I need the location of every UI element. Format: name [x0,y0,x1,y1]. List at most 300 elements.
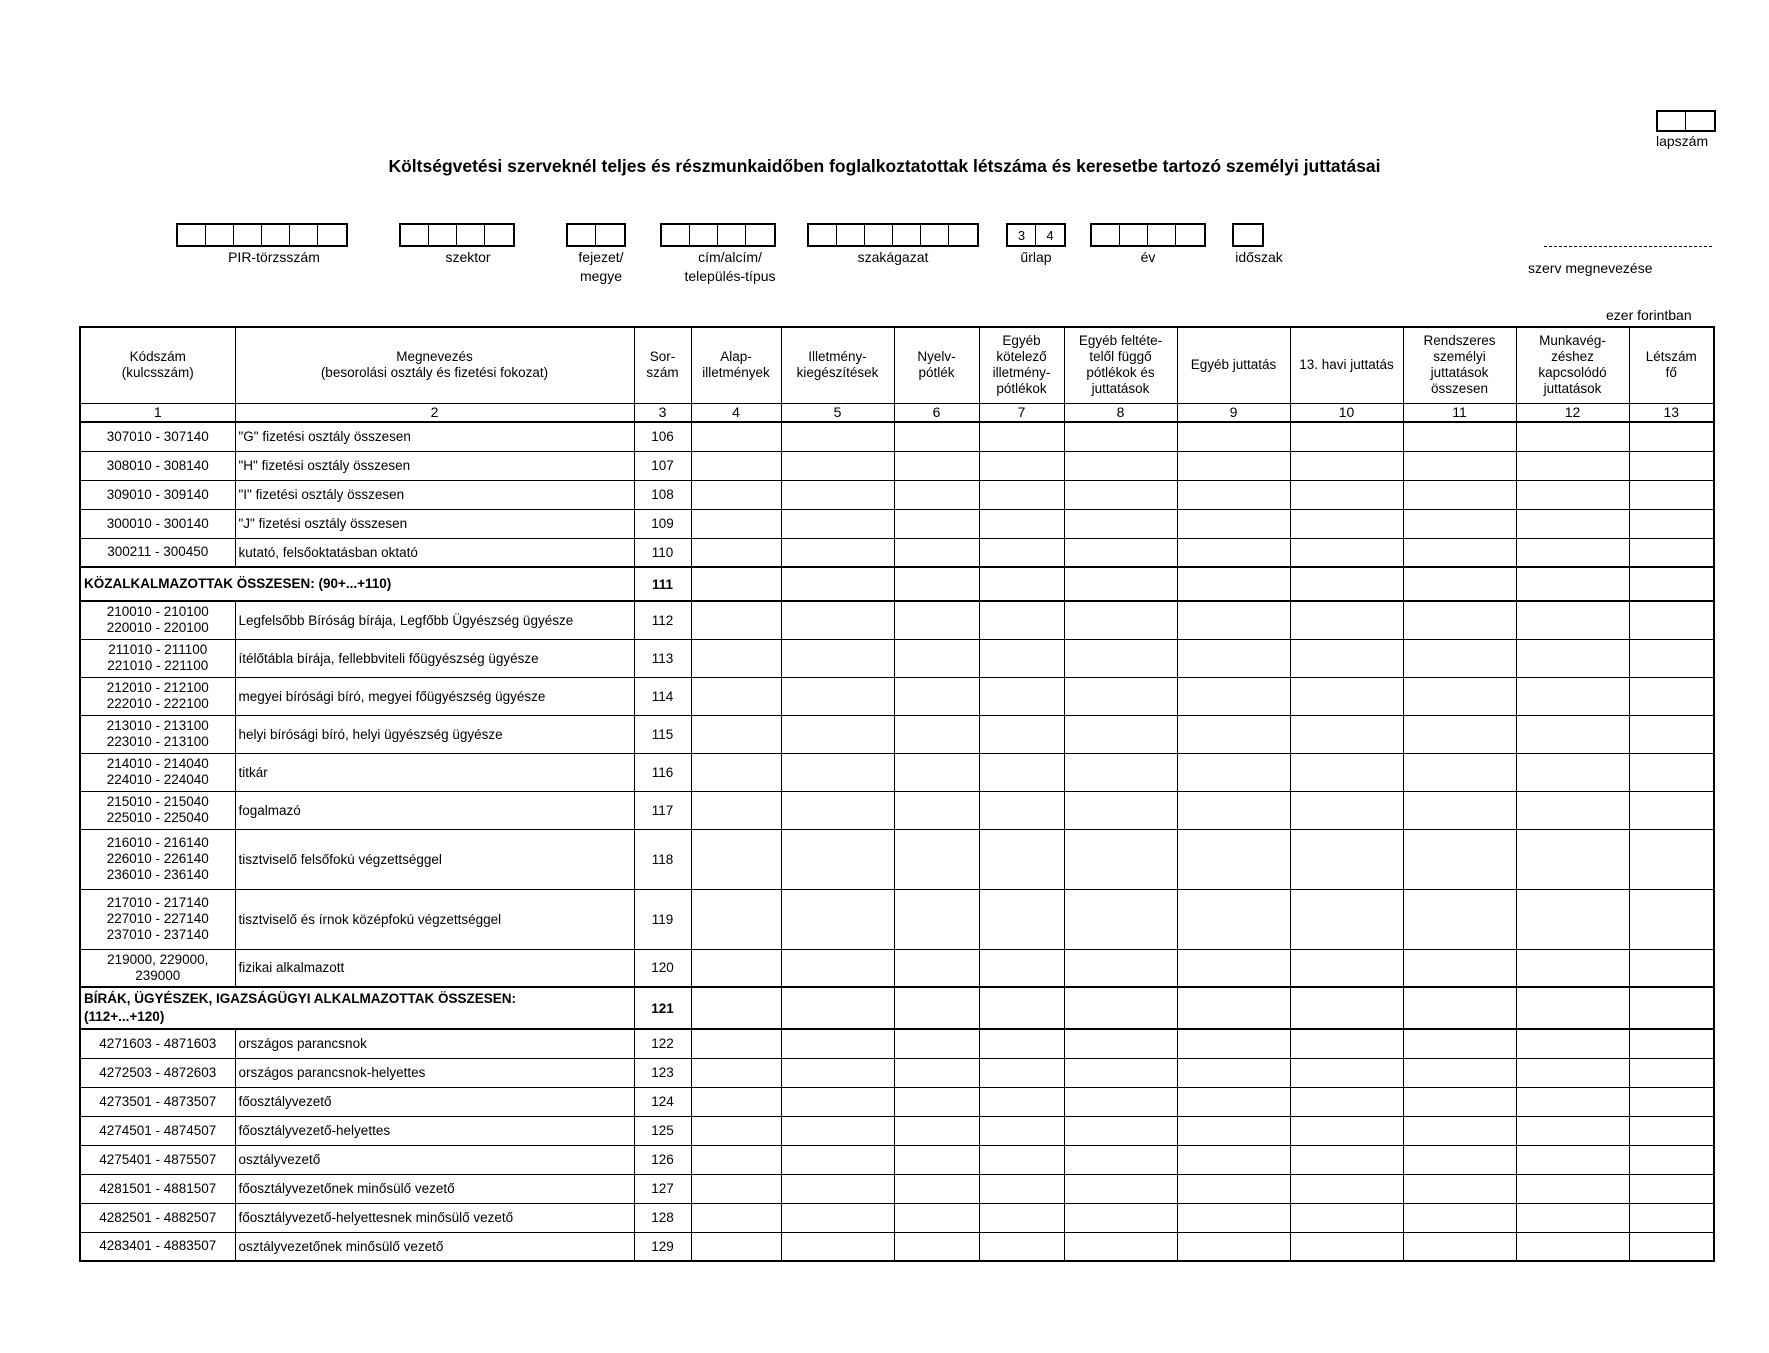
value-cell[interactable] [781,567,894,601]
value-cell[interactable] [894,1029,979,1058]
table-row [80,480,1714,509]
value-cell[interactable] [979,538,1064,567]
value-cell[interactable] [1403,1145,1516,1174]
row-name: KÖZALKALMAZOTTAK ÖSSZESEN: (90+...+110) [80,567,634,601]
value-cell[interactable] [979,791,1064,829]
value-cell[interactable] [1516,639,1629,677]
value-cell[interactable] [1629,567,1714,601]
table-row [80,829,1714,889]
value-cell[interactable] [979,987,1064,1029]
value-cell[interactable] [1290,567,1403,601]
value-cell[interactable] [1177,987,1290,1029]
value-cell[interactable] [691,949,781,987]
row-code: 309010 - 309140 [80,480,235,509]
value-cell[interactable] [979,567,1064,601]
value-cell[interactable] [1064,567,1177,601]
value-cell[interactable] [1064,987,1177,1029]
value-cell[interactable] [1290,1058,1403,1087]
ev-boxes[interactable] [1090,223,1206,247]
value-cell[interactable] [979,1116,1064,1145]
value-cell[interactable] [1403,1087,1516,1116]
value-cell[interactable] [1290,949,1403,987]
value-cell[interactable] [1177,829,1290,889]
value-cell[interactable] [1064,791,1177,829]
value-cell[interactable] [894,538,979,567]
value-cell[interactable] [894,987,979,1029]
value-cell[interactable] [781,1116,894,1145]
value-cell[interactable] [1064,538,1177,567]
value-cell[interactable] [1516,601,1629,639]
row-number: 125 [634,1116,691,1145]
column-header: Kódszám (kulcsszám) [80,327,235,403]
value-cell[interactable] [979,451,1064,480]
value-cell[interactable] [1629,1087,1714,1116]
value-cell[interactable] [1403,567,1516,601]
value-cell[interactable] [1629,1232,1714,1261]
value-cell[interactable] [979,1087,1064,1116]
value-cell[interactable] [691,451,781,480]
value-cell[interactable] [781,1203,894,1232]
value-cell[interactable] [1290,422,1403,451]
value-cell[interactable] [1177,538,1290,567]
value-cell[interactable] [1629,639,1714,677]
value-cell[interactable] [1403,1174,1516,1203]
value-cell[interactable] [1516,567,1629,601]
value-cell[interactable] [979,480,1064,509]
value-cell[interactable] [1629,422,1714,451]
row-name: ítélőtábla bírája, fellebbviteli főügyészség ügyésze [235,639,634,677]
value-cell[interactable] [1516,1058,1629,1087]
value-cell[interactable] [1290,753,1403,791]
lapszam-box[interactable] [1658,112,1686,130]
value-cell[interactable] [894,480,979,509]
value-cell[interactable] [979,1203,1064,1232]
value-cell[interactable] [1064,451,1177,480]
value-cell[interactable] [691,422,781,451]
value-cell[interactable] [781,509,894,538]
value-cell[interactable] [1064,639,1177,677]
value-cell[interactable] [1516,509,1629,538]
value-cell[interactable] [1629,677,1714,715]
value-cell[interactable] [1629,949,1714,987]
value-cell[interactable] [1516,1029,1629,1058]
pir-boxes[interactable] [176,223,348,247]
value-cell[interactable] [1177,1203,1290,1232]
value-cell[interactable] [1629,889,1714,949]
value-cell[interactable] [1516,829,1629,889]
value-cell[interactable] [1177,1232,1290,1261]
value-cell[interactable] [1064,1203,1177,1232]
column-number: 6 [894,403,979,422]
value-cell[interactable] [1629,480,1714,509]
value-cell[interactable] [894,567,979,601]
value-cell[interactable] [1403,829,1516,889]
value-cell[interactable] [1064,1145,1177,1174]
value-cell[interactable] [979,829,1064,889]
value-cell[interactable] [894,422,979,451]
value-cell[interactable] [1290,639,1403,677]
value-cell[interactable] [1064,1029,1177,1058]
value-cell[interactable] [1516,753,1629,791]
value-cell[interactable] [781,422,894,451]
idoszak-boxes[interactable] [1232,223,1264,247]
value-cell[interactable] [1290,1029,1403,1058]
value-cell[interactable] [1403,1232,1516,1261]
value-cell[interactable] [691,601,781,639]
value-cell[interactable] [1516,538,1629,567]
value-cell[interactable] [894,1145,979,1174]
row-name: kutató, felsőoktatásban oktató [235,538,634,567]
value-cell[interactable] [1403,949,1516,987]
value-cell[interactable] [781,1145,894,1174]
row-name: titkár [235,753,634,791]
value-cell[interactable] [781,889,894,949]
value-cell[interactable] [1403,538,1516,567]
value-cell[interactable] [1403,451,1516,480]
value-cell[interactable] [1064,889,1177,949]
value-cell[interactable] [781,538,894,567]
value-cell[interactable] [1064,422,1177,451]
value-cell[interactable] [894,639,979,677]
column-number: 7 [979,403,1064,422]
value-cell[interactable] [1177,1174,1290,1203]
value-cell[interactable] [1516,1145,1629,1174]
value-cell[interactable] [1177,601,1290,639]
value-cell[interactable] [1403,791,1516,829]
value-cell[interactable] [979,715,1064,753]
value-cell[interactable] [1290,509,1403,538]
value-cell[interactable] [691,480,781,509]
value-cell[interactable] [691,1058,781,1087]
value-cell[interactable] [1403,1203,1516,1232]
value-cell[interactable] [979,1145,1064,1174]
value-cell[interactable] [1629,1029,1714,1058]
value-cell[interactable] [781,829,894,889]
value-cell[interactable] [1290,538,1403,567]
row-code: 300211 - 300450 [80,538,235,567]
value-cell[interactable] [781,1232,894,1261]
value-cell[interactable] [1064,677,1177,715]
value-cell[interactable] [979,601,1064,639]
value-cell[interactable] [1064,1232,1177,1261]
value-cell[interactable] [781,987,894,1029]
value-cell[interactable] [1290,715,1403,753]
value-cell[interactable] [1177,677,1290,715]
value-cell[interactable] [1177,480,1290,509]
data-table [79,326,1715,1262]
value-cell[interactable] [1516,677,1629,715]
column-header: Megnevezés (besorolási osztály és fizetési fokozat) [235,327,634,403]
value-cell[interactable] [1177,1116,1290,1145]
column-header: Létszám fő [1629,327,1714,403]
value-cell[interactable] [781,1029,894,1058]
value-cell[interactable] [1177,451,1290,480]
value-cell[interactable] [1629,1058,1714,1087]
value-cell[interactable] [1403,639,1516,677]
row-code: 4283401 - 4883507 [80,1232,235,1261]
value-cell[interactable] [1516,1203,1629,1232]
table-row [80,715,1714,753]
value-cell[interactable] [781,1087,894,1116]
value-cell[interactable] [1403,422,1516,451]
value-cell[interactable] [979,1029,1064,1058]
fejezet-boxes[interactable] [566,223,626,247]
value-cell[interactable] [894,677,979,715]
row-number: 119 [634,889,691,949]
value-cell[interactable] [781,753,894,791]
value-cell[interactable] [979,1058,1064,1087]
value-cell[interactable] [691,715,781,753]
value-cell[interactable] [1290,677,1403,715]
value-cell[interactable] [1629,538,1714,567]
value-cell[interactable] [1177,1058,1290,1087]
value-cell[interactable] [1403,509,1516,538]
value-cell[interactable] [1177,639,1290,677]
value-cell[interactable] [691,987,781,1029]
table-row [80,509,1714,538]
value-cell[interactable] [1629,791,1714,829]
value-cell[interactable] [1064,949,1177,987]
table-row [80,1203,1714,1232]
value-cell[interactable] [894,1058,979,1087]
value-cell[interactable] [894,1087,979,1116]
value-cell[interactable] [979,949,1064,987]
value-cell[interactable] [894,601,979,639]
value-cell[interactable] [894,509,979,538]
value-cell[interactable] [1516,1116,1629,1145]
value-cell[interactable] [1629,1203,1714,1232]
value-cell[interactable] [894,715,979,753]
value-cell[interactable] [979,639,1064,677]
value-cell[interactable] [1516,715,1629,753]
value-cell[interactable] [1290,1116,1403,1145]
table-row [80,949,1714,987]
value-cell[interactable] [894,829,979,889]
value-cell[interactable] [1177,567,1290,601]
column-header: Rendszeres személyi juttatások összesen [1403,327,1516,403]
cim-boxes[interactable] [660,223,776,247]
row-code: 4271603 - 4871603 [80,1029,235,1058]
szerv-label: szerv megnevezése [1528,260,1653,276]
pir-label: PIR-törzsszám [228,249,320,265]
value-cell[interactable] [1403,480,1516,509]
value-cell[interactable] [1629,987,1714,1029]
value-cell[interactable] [1290,791,1403,829]
value-cell[interactable] [691,753,781,791]
value-cell[interactable] [1177,1029,1290,1058]
value-cell[interactable] [1290,1174,1403,1203]
value-cell[interactable] [1064,509,1177,538]
value-cell[interactable] [1403,753,1516,791]
table-row [80,451,1714,480]
value-cell[interactable] [894,753,979,791]
row-code: 219000, 229000, 239000 [80,949,235,987]
row-number: 120 [634,949,691,987]
value-cell[interactable] [691,509,781,538]
row-code: 4282501 - 4882507 [80,1203,235,1232]
value-cell[interactable] [1290,987,1403,1029]
value-cell[interactable] [1629,715,1714,753]
value-cell[interactable] [1516,1087,1629,1116]
value-cell[interactable] [1403,601,1516,639]
value-cell[interactable] [1629,1116,1714,1145]
value-cell[interactable] [1290,1232,1403,1261]
value-cell[interactable] [979,422,1064,451]
row-number: 115 [634,715,691,753]
value-cell[interactable] [1177,889,1290,949]
value-cell[interactable] [1290,829,1403,889]
row-code: 4272503 - 4872603 [80,1058,235,1087]
value-cell[interactable] [1629,601,1714,639]
value-cell[interactable] [1064,715,1177,753]
szektor-label: szektor [445,249,491,265]
szerv-name-line[interactable] [1544,246,1712,247]
value-cell[interactable] [1516,987,1629,1029]
row-number: 128 [634,1203,691,1232]
value-cell[interactable] [1064,1087,1177,1116]
value-cell[interactable] [1177,1087,1290,1116]
value-cell[interactable] [894,889,979,949]
value-cell[interactable] [1629,829,1714,889]
value-cell[interactable] [1516,949,1629,987]
value-cell[interactable] [894,1174,979,1203]
column-header: Egyéb feltéte- telől függő pótlékok és juttatások [1064,327,1177,403]
value-cell[interactable] [1064,480,1177,509]
value-cell[interactable] [691,829,781,889]
value-cell[interactable] [691,567,781,601]
value-cell[interactable] [894,791,979,829]
value-cell[interactable] [1516,1174,1629,1203]
row-name: helyi bírósági bíró, helyi ügyészség ügyésze [235,715,634,753]
value-cell[interactable] [1403,987,1516,1029]
value-cell[interactable] [979,1174,1064,1203]
row-code: 308010 - 308140 [80,451,235,480]
value-cell[interactable] [1516,451,1629,480]
lapszam-boxes[interactable] [1656,110,1716,132]
value-cell[interactable] [1177,1145,1290,1174]
value-cell[interactable] [1177,422,1290,451]
table-row [80,1087,1714,1116]
value-cell[interactable] [1629,1174,1714,1203]
lapszam-box[interactable] [1686,112,1714,130]
value-cell[interactable] [781,639,894,677]
value-cell[interactable] [1403,1029,1516,1058]
value-cell[interactable] [1177,791,1290,829]
value-cell[interactable] [1290,601,1403,639]
value-cell[interactable] [691,677,781,715]
value-cell[interactable] [1177,753,1290,791]
value-cell[interactable] [691,538,781,567]
value-cell[interactable] [979,753,1064,791]
value-cell[interactable] [781,715,894,753]
value-cell[interactable] [894,1232,979,1261]
value-cell[interactable] [1403,1116,1516,1145]
value-cell[interactable] [894,949,979,987]
value-cell[interactable] [1177,509,1290,538]
row-number: 117 [634,791,691,829]
value-cell[interactable] [1064,1174,1177,1203]
value-cell[interactable] [1064,601,1177,639]
value-cell[interactable] [1403,677,1516,715]
value-cell[interactable] [1290,480,1403,509]
fejezet-label: fejezet/ megye [578,249,624,284]
value-cell[interactable] [979,677,1064,715]
value-cell[interactable] [1403,715,1516,753]
value-cell[interactable] [781,601,894,639]
row-name: osztályvezető [235,1145,634,1174]
value-cell[interactable] [691,791,781,829]
value-cell[interactable] [691,639,781,677]
table-row [80,677,1714,715]
value-cell[interactable] [1064,1116,1177,1145]
value-cell[interactable] [1290,1145,1403,1174]
szakagazat-boxes[interactable] [807,223,979,247]
value-cell[interactable] [1629,753,1714,791]
row-number: 118 [634,829,691,889]
value-cell[interactable] [691,1029,781,1058]
value-cell[interactable] [781,1174,894,1203]
row-number: 108 [634,480,691,509]
value-cell[interactable] [691,1174,781,1203]
value-cell[interactable] [1064,1058,1177,1087]
value-cell[interactable] [894,1203,979,1232]
value-cell[interactable] [781,791,894,829]
value-cell[interactable] [691,1116,781,1145]
value-cell[interactable] [979,509,1064,538]
column-header: Alap- illetmények [691,327,781,403]
value-cell[interactable] [1516,889,1629,949]
value-cell[interactable] [1177,715,1290,753]
value-cell[interactable] [1290,1087,1403,1116]
value-cell[interactable] [691,1087,781,1116]
szektor-boxes[interactable] [399,223,515,247]
value-cell[interactable] [781,1058,894,1087]
value-cell[interactable] [979,889,1064,949]
value-cell[interactable] [691,1232,781,1261]
value-cell[interactable] [1629,509,1714,538]
row-number: 112 [634,601,691,639]
value-cell[interactable] [781,677,894,715]
value-cell[interactable] [691,1145,781,1174]
value-cell[interactable] [781,480,894,509]
value-cell[interactable] [781,451,894,480]
column-number: 3 [634,403,691,422]
value-cell[interactable] [1516,480,1629,509]
value-cell[interactable] [1403,889,1516,949]
row-code: 214010 - 214040 224010 - 224040 [80,753,235,791]
value-cell[interactable] [1516,791,1629,829]
value-cell[interactable] [691,1203,781,1232]
value-cell[interactable] [1516,1232,1629,1261]
value-cell[interactable] [1290,451,1403,480]
table-row [80,538,1714,567]
value-cell[interactable] [781,949,894,987]
value-cell[interactable] [1629,451,1714,480]
value-cell[interactable] [1403,1058,1516,1087]
value-cell[interactable] [1290,889,1403,949]
value-cell[interactable] [1629,1145,1714,1174]
value-cell[interactable] [894,451,979,480]
value-cell[interactable] [1290,1203,1403,1232]
value-cell[interactable] [894,1116,979,1145]
value-cell[interactable] [1064,829,1177,889]
value-cell[interactable] [1516,422,1629,451]
value-cell[interactable] [1064,753,1177,791]
value-cell[interactable] [691,889,781,949]
value-cell[interactable] [1177,949,1290,987]
table-row [80,889,1714,949]
value-cell[interactable] [979,1232,1064,1261]
